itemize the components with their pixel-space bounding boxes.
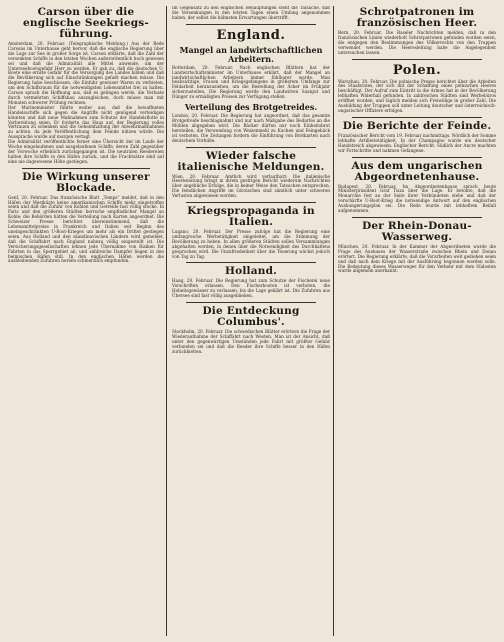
headline-ungarn: Aus dem ungarischen Abgeordnetenhause. <box>351 159 483 183</box>
column-rule <box>333 6 334 636</box>
article-paragraph: Genf, 20. Februar. Das französische Blatt „Temps“ meldet, daß in den Häfen der Westküste keine amerikanischen Schiffe mehr eingetroffen seien und daß die Zufuhr von Kohlen und Getreide fast völlig stocke. In Paris und den größeren Städten herrsche empfindlicher Mangel an Kohle; die Behörden hätten die Verteilung nach Karten angeordnet. Die Schweizer Presse berichtet übereinstimmend, daß die Lebensmittelpreise in Frankreich und Italien seit Beginn des uneingeschränkten U-Boot-Krieges um mehr als ein Drittel gestiegen seien. Aus Holland und den skandinavischen Ländern wird gemeldet, daß die Schiffahrt nach England nahezu völlig eingestellt ist. Die Versicherungsgesellschaften lehnen jede Übernahme von Risiken für Fahrten in das Sperrgebiet ab, und zahlreiche Dampfer liegen in den heimischen Häfen still. In den englischen Häfen werden die ausbleibenden Zufuhren bereits schmerzlich empfunden. <box>8 194 164 264</box>
headline-blockade: Die Wirkung unserer Blockade. <box>22 170 150 194</box>
headline-schrot: Schrotpatronen im französischen Heer. <box>356 6 478 29</box>
section-heading-england: England. <box>216 27 286 43</box>
headline-columbus: Die Entdeckung Columbus'. <box>202 305 300 329</box>
section-divider <box>352 157 482 158</box>
headline-line: führung. <box>59 28 113 40</box>
section-divider <box>186 147 316 148</box>
headline-italien: Wieder falsche italienische Meldungen. <box>177 149 325 173</box>
headline-propaganda: Kriegspropaganda in Italien. <box>187 205 315 229</box>
article-paragraph: Lugano, 20. Februar. Der Presse zufolge hat die Regierung eine umfangreiche Werbetätigkeit eingeleitet, um die Stimmung der Bevölkerung zu heben. In allen größeren Städten sollen Versammlungen abgehalten werden, in denen über die Notwendigkeit des Durchhaltens gesprochen wird. Die Unzufriedenheit über die Teuerung wächst jedoch von Tag zu Tag. <box>172 229 330 259</box>
section-divider <box>186 302 316 303</box>
article-paragraph: Amsterdam, 20. Februar. (Telegraphische Meldung.) Aus der Rede Carsons im Unterhause geht hervor, daß die englische Regierung über die Lage zur See in großer Sorge ist. Carson erklärte, daß die Zahl der versenkten Schiffe in den letzten Wochen außerordentlich hoch gewesen sei und daß die Admiralität alle Mittel anwende, um der Unterseebootsgefahr Herr zu werden. Er gab zu, daß die deutschen U-Boote eine ernste Gefahr für die Versorgung des Landes bilden und daß die Bevölkerung sich auf Einschränkungen gefaßt machen müsse. Die Regierung habe beschlossen, die Einfuhr gewisser Waren zu verbieten, um den Schiffsraum für die notwendigsten Lebensmittel frei zu halten. Carson sprach die Hoffnung aus, daß es gelingen werde, die Verluste durch vermehrten Schiffsbau auszugleichen, doch müsse man mit Monaten schwerer Prüfung rechnen. <box>8 41 164 105</box>
section-divider <box>186 24 316 25</box>
column-left <box>8 6 164 636</box>
article-paragraph: Haag, 20. Februar. Die Regierung hat zum Schutze der Fischerei neue Vorschriften erlassen. Den Fischerbooten ist verboten, die Hoheitsgewässer zu verlassen, bis die Lage geklärt ist. Die Zufuhren aus Übersee sind fast völlig ausgeblieben. <box>172 278 330 299</box>
headline-line: Carson über die englische Seekriegs- <box>23 6 149 29</box>
article-paragraph: London, 20. Februar. Die Regierung hat angeordnet, daß das gesamte Brotgetreide beschlagnahmt und nur nach Maßgabe des Bedarfes an die Mühlen abgegeben wird. Die Bäcker dürfen nur noch Einheitsbrot herstellen; die Verwendung von Weizenmehl zu Kuchen und Feingebäck ist verboten. Die Zeitungen fordern die Einführung von Brotkarten nach deutschem Vorbilde. <box>172 113 330 143</box>
section-divider <box>186 202 316 203</box>
section-divider <box>186 262 316 263</box>
headline-rhein: Der Rhein-Donau-Wasserweg. <box>362 219 472 243</box>
article-paragraph: Der Marineminister führte weiter aus, daß die bewaffneten Handelsschiffe sich gegen die Angriffe nicht genügend verteidigen könnten und daß neue Maßnahmen zum Schutze der Handelsflotte in Vorbereitung seien. Er forderte das Haus auf, der Regierung volles Vertrauen zu schenken und die Geheimhaltung der Abwehrmaßnahmen zu achten, da jede Veröffentlichung dem Feinde nützen würde. Die Aussprache wurde auf morgen vertagt. <box>8 104 164 140</box>
article-paragraph: Rotterdam, 20. Februar. Nach englischen Blättern hat der Landwirtschaftsminister im Unterhause erklärt, daß der Mangel an landwirtschaftlichen Arbeitern immer fühlbarer werde. Man beabsichtige, Frauen und Kriegsgefangene in größerem Umfange zur Feldarbeit heranzuziehen, um die Bestellung der Äcker im Frühjahr sicherzustellen. Die Regierung werde den Landwirten Saatgut und Dünger zu ermäßigten Preisen zur Verfügung stellen. <box>172 64 330 100</box>
article-paragraph: Warschau, 20. Februar. Die polnische Presse berichtet über die Arbeiten des Staatsrates, der sich mit der Schaffung eines polnischen Heeres beschäftigt. Der Aufruf zum Eintritt in die Armee hat in der Bevölkerung lebhaften Widerhall gefunden. In zahlreichen Städten sind Werbebüros eröffnet worden, und täglich melden sich Freiwillige in großer Zahl. Die Ausbildung der Truppen soll unter Leitung deutscher und österreichisch-ungarischer Offiziere erfolgen. <box>338 78 496 113</box>
subheading-brot: Verteilung des Brotgetreides. <box>184 102 318 113</box>
headline-holland: Holland. <box>225 265 277 278</box>
section-divider <box>352 217 482 218</box>
headline-feinde: Die Berichte der Feinde. <box>342 119 492 132</box>
column-rule <box>166 6 167 636</box>
article-paragraph: Die Admiralität veröffentlichte ferner eine Übersicht der im Laufe der Woche eingelaufenen und ausgelaufenen Schiffe, deren Zahl gegenüber der Vorwoche erheblich zurückgegangen ist. Die neutralen Reedereien halten ihre Schiffe in den Häfen zurück, und die Frachtsätze sind auf eine nie dagewesene Höhe gestiegen. <box>8 139 164 164</box>
article-paragraph: Französischer Bericht vom 19. Februar nachmittags. Nördlich der Somme lebhafte Artillerietätigkeit. In der Champagne wurde ein deutscher Handstreich abgewiesen. Englischer Bericht: Südlich der Ancre machten wir Fortschritte und nahmen Gefangene. <box>338 132 496 153</box>
article-paragraph: München, 20. Februar. In der Kammer der Abgeordneten wurde die Frage des Ausbaues der Wasserstraße zwischen Rhein und Donau erörtert. Die Regierung erklärte, daß die Vorarbeiten weit gediehen seien und daß nach dem Kriege mit der Ausführung begonnen werden solle. Die Bedeutung dieses Wasserweges für den Verkehr mit dem Südosten wurde allgemein anerkannt. <box>338 243 496 274</box>
article-paragraph: Stockholm, 20. Februar. Die schwedischen Blätter erörtern die Frage der Wiederaufnahme der Schiffahrt nach Westen. Man ist der Ansicht, daß unter den gegenwärtigen Umständen jede Fahrt mit größter Gefahr verbunden sei und daß die Reeder ihre Schiffe besser in den Häfen zurückhielten. <box>172 329 330 354</box>
article-paragraph: Im Gegensatz zu den englischen Behauptungen steht die Tatsache, daß die Versenkungen in den letzten Tagen einen Umfang angenommen haben, der selbst die kühnsten Erwartungen übertrifft. <box>172 6 330 20</box>
section-heading-polen: Polen. <box>392 62 442 78</box>
article-paragraph: Wien, 20. Februar. Amtlich wird verlautbart: Die italienische Heeresleitung bringt in ihrem gestrigen Bericht wiederum Nachrichten über angebliche Erfolge, die in keiner Weise den Tatsachen entsprechen. Die feindlichen Angriffe im Görzischen sind sämtlich unter schweren Verlusten abgewiesen worden. <box>172 173 330 199</box>
article-paragraph: Budapest, 20. Februar. Im Abgeordnetenhause sprach heute Ministerpräsident Graf Tisza über die Lage. Er betonte, daß die Monarchie fest an der Seite ihrer Verbündeten stehe und daß der verschärfte U-Boot-Krieg die notwendige Antwort auf den englischen Aushungerungsplan sei. Die Rede wurde mit lebhaftem Beifall aufgenommen. <box>338 183 496 214</box>
section-divider <box>22 168 150 169</box>
section-divider <box>352 117 482 118</box>
column-middle <box>172 6 330 636</box>
subheading-mangel: Mangel an landwirtschaftlichen Arbeitern. <box>179 44 323 64</box>
article-paragraph: Bern, 20. Februar. Die Baseler Nachrichten melden, daß in den französischen Linien wiederholt Schrotpatronen gefunden worden seien, die entgegen den Bestimmungen des Völkerrechts von den Truppen verwendet werden. Die Heeresleitung habe die Angelegenheit untersuchen lassen. <box>338 30 496 55</box>
headline-carson <box>8 7 164 40</box>
section-divider <box>352 59 482 60</box>
column-right <box>338 6 496 636</box>
